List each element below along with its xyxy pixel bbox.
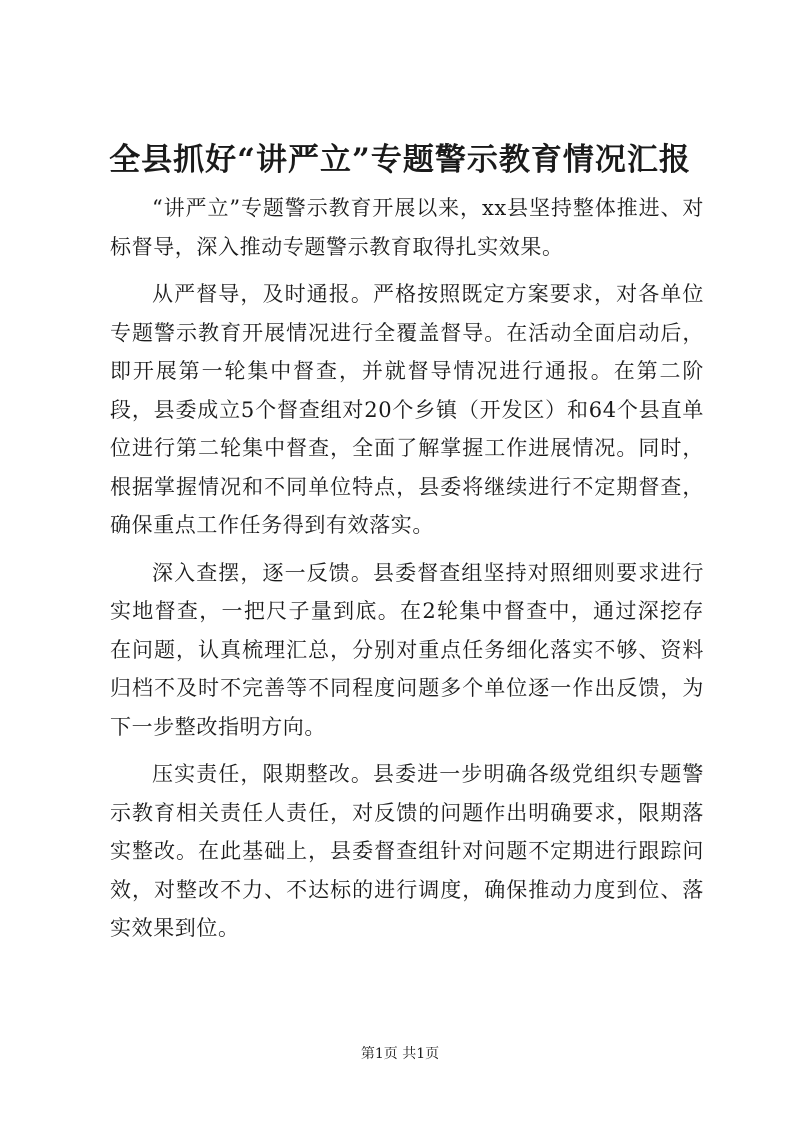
page-footer: 第1页 共1页	[360, 1046, 440, 1062]
paragraph-intro: “讲严立”专题警示教育开展以来，xx县坚持整体推进、对标督导，深入推动专题警示教育取得扎实效果。	[110, 196, 704, 259]
document-title: 全县抓好“讲严立”专题警示教育情况汇报	[109, 142, 691, 178]
paragraph-rectification: 压实责任，限期整改。县委进一步明确各级党组织专题警示教育相关责任人责任，对反馈的问题作出明确要求，限期落实整改。在此基础上，县委督查组针对问题不定期进行跟踪问效，对整改不力、不达标的进行调度，确保推动力度到位、落实效果到位。	[110, 762, 704, 940]
document-body	[110, 189, 704, 957]
paragraph-feedback: 深入查摆，逐一反馈。县委督查组坚持对照细则要求进行实地督查，一把尺子量到底。在2轮集中督查中，通过深挖存在问题，认真梳理汇总，分别对重点任务细化落实不够、资料归档不及时不完善等不同程度问题多个单位逐一作出反馈，为下一步整改指明方向。	[110, 560, 704, 739]
paragraph-supervision: 从严督导，及时通报。严格按照既定方案要求，对各单位专题警示教育开展情况进行全覆盖督导。在活动全面启动后，即开展第一轮集中督查，并就督导情况进行通报。在第二阶段，县委成立5个督查组对20个乡镇（开发区）和64个县直单位进行第二轮集中督查，全面了解掌握工作进展情况。同时，根据掌握情况和不同单位特点，县委将继续进行不定期督查，确保重点工作任务得到有效落实。	[110, 282, 704, 537]
